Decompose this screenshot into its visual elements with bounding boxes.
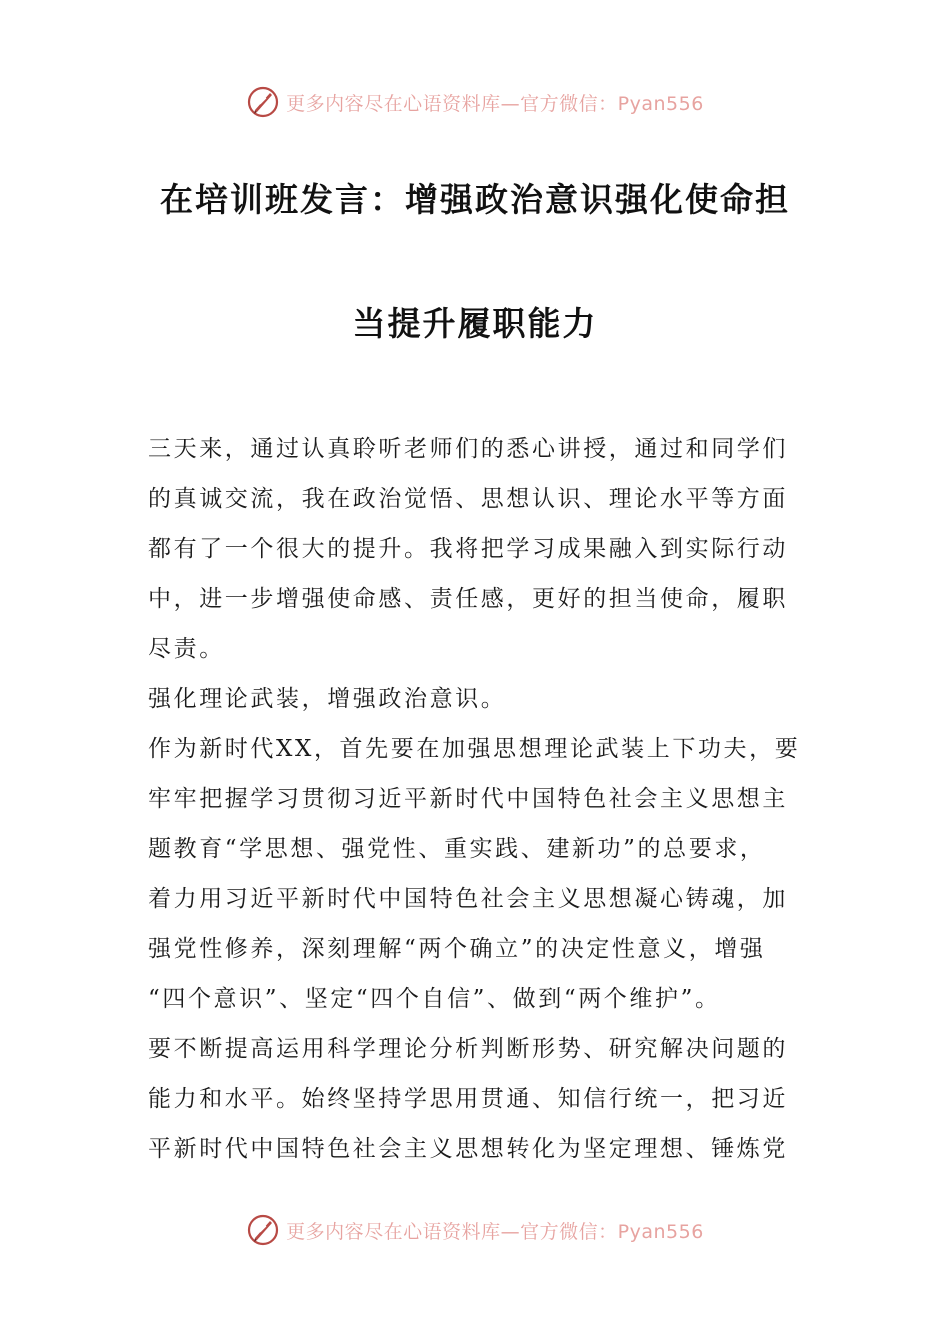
text-line: 牢牢把握学习贯彻习近平新时代中国特色社会主义思想主 <box>148 786 788 812</box>
watermark-banner-bottom <box>0 1210 950 1250</box>
watermark-text: 更多内容尽在心语资料库—官方微信：Pyan556 <box>286 92 704 115</box>
text-line: 平新时代中国特色社会主义思想转化为坚定理想、锤炼党 <box>148 1136 788 1162</box>
quill-pen-logo-icon <box>246 1213 280 1247</box>
quill-pen-logo-icon <box>246 85 280 119</box>
document-title-line-2: 当提升履职能力 <box>352 304 598 343</box>
watermark-banner-top <box>0 82 950 122</box>
paragraph-body <box>148 724 808 1174</box>
text-line: 能力和水平。始终坚持学思用贯通、知信行统一，把习近 <box>148 1086 788 1112</box>
text-line: 强化理论武装，增强政治意识。 <box>148 686 507 712</box>
watermark-text: 更多内容尽在心语资料库—官方微信：Pyan556 <box>286 1220 704 1243</box>
text-line: 着力用习近平新时代中国特色社会主义思想凝心铸魂，加 <box>148 886 788 912</box>
text-line: 的真诚交流，我在政治觉悟、思想认识、理论水平等方面 <box>148 486 788 512</box>
text-line: 题教育“学思想、强党性、重实践、建新功”的总要求， <box>148 836 766 862</box>
paragraph-intro <box>148 424 808 674</box>
text-line: 中，进一步增强使命感、责任感，更好的担当使命，履职 <box>148 586 788 612</box>
text-line: 要不断提高运用科学理论分析判断形势、研究解决问题的 <box>148 1036 788 1062</box>
text-line: 尽责。 <box>148 636 225 662</box>
text-line: 强党性修养，深刻理解“两个确立”的决定性意义，增强 <box>148 936 766 962</box>
paragraph-section-heading <box>148 674 808 724</box>
text-line: 三天来，通过认真聆听老师们的悉心讲授，通过和同学们 <box>148 436 788 462</box>
text-line: 都有了一个很大的提升。我将把学习成果融入到实际行动 <box>148 536 788 562</box>
text-line: 作为新时代XX，首先要在加强思想理论武装上下功夫，要 <box>148 736 801 762</box>
document-title-line-1: 在培训班发言：增强政治意识强化使命担 <box>160 180 790 219</box>
text-line: “四个意识”、坚定“四个自信”、做到“两个维护”。 <box>148 986 721 1012</box>
